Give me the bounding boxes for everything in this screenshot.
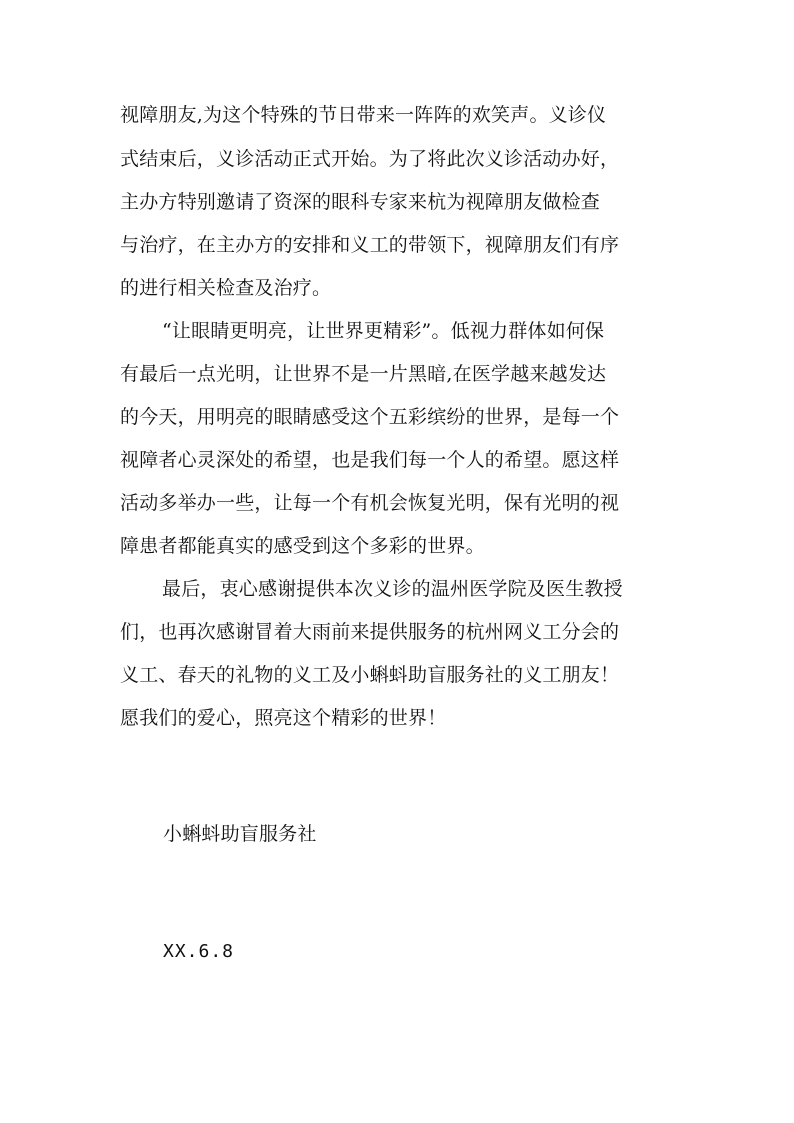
paragraph-2-line-3: 的今天，用明亮的眼睛感受这个五彩缤纷的世界，是每一个 bbox=[120, 406, 620, 428]
paragraph-3-line-1: 最后，衷心感谢提供本次义诊的温州医学院及医生教授 bbox=[162, 578, 623, 600]
paragraph-2-line-6: 障患者都能真实的感受到这个多彩的世界。 bbox=[120, 535, 485, 557]
paragraph-2-line-5: 活动多举办一些，让每一个有机会恢复光明，保有光明的视 bbox=[120, 492, 620, 514]
paragraph-3-line-3: 义工、春天的礼物的义工及小蝌蚪助盲服务社的义工朋友！ bbox=[120, 664, 620, 686]
signature: 小蝌蚪助盲服务社 bbox=[163, 823, 317, 845]
paragraph-1-line-4: 与治疗，在主办方的安排和义工的带领下，视障朋友们有序 bbox=[120, 234, 620, 256]
paragraph-1-line-3: 主办方特别邀请了资深的眼科专家来杭为视障朋友做检查 bbox=[120, 191, 601, 213]
paragraph-3-line-2: 们，也再次感谢冒着大雨前来提供服务的杭州网义工分会的 bbox=[120, 621, 620, 643]
date: XX.6.8 bbox=[163, 941, 235, 962]
paragraph-3-line-4: 愿我们的爱心，照亮这个精彩的世界！ bbox=[120, 707, 447, 729]
paragraph-2-line-1: “让眼睛更明亮，让世界更精彩”。低视力群体如何保 bbox=[162, 320, 605, 342]
paragraph-1-line-5: 的进行相关检查及治疗。 bbox=[120, 277, 332, 299]
paragraph-1-line-1: 视障朋友,为这个特殊的节日带来一阵阵的欢笑声。义诊仪 bbox=[120, 104, 607, 126]
paragraph-2-line-2: 有最后一点光明，让世界不是一片黑暗,在医学越来越发达 bbox=[120, 363, 607, 385]
paragraph-1-line-2: 式结束后，义诊活动正式开始。为了将此次义诊活动办好， bbox=[120, 148, 620, 170]
paragraph-2-line-4: 视障者心灵深处的希望，也是我们每一个人的希望。愿这样 bbox=[120, 449, 620, 471]
